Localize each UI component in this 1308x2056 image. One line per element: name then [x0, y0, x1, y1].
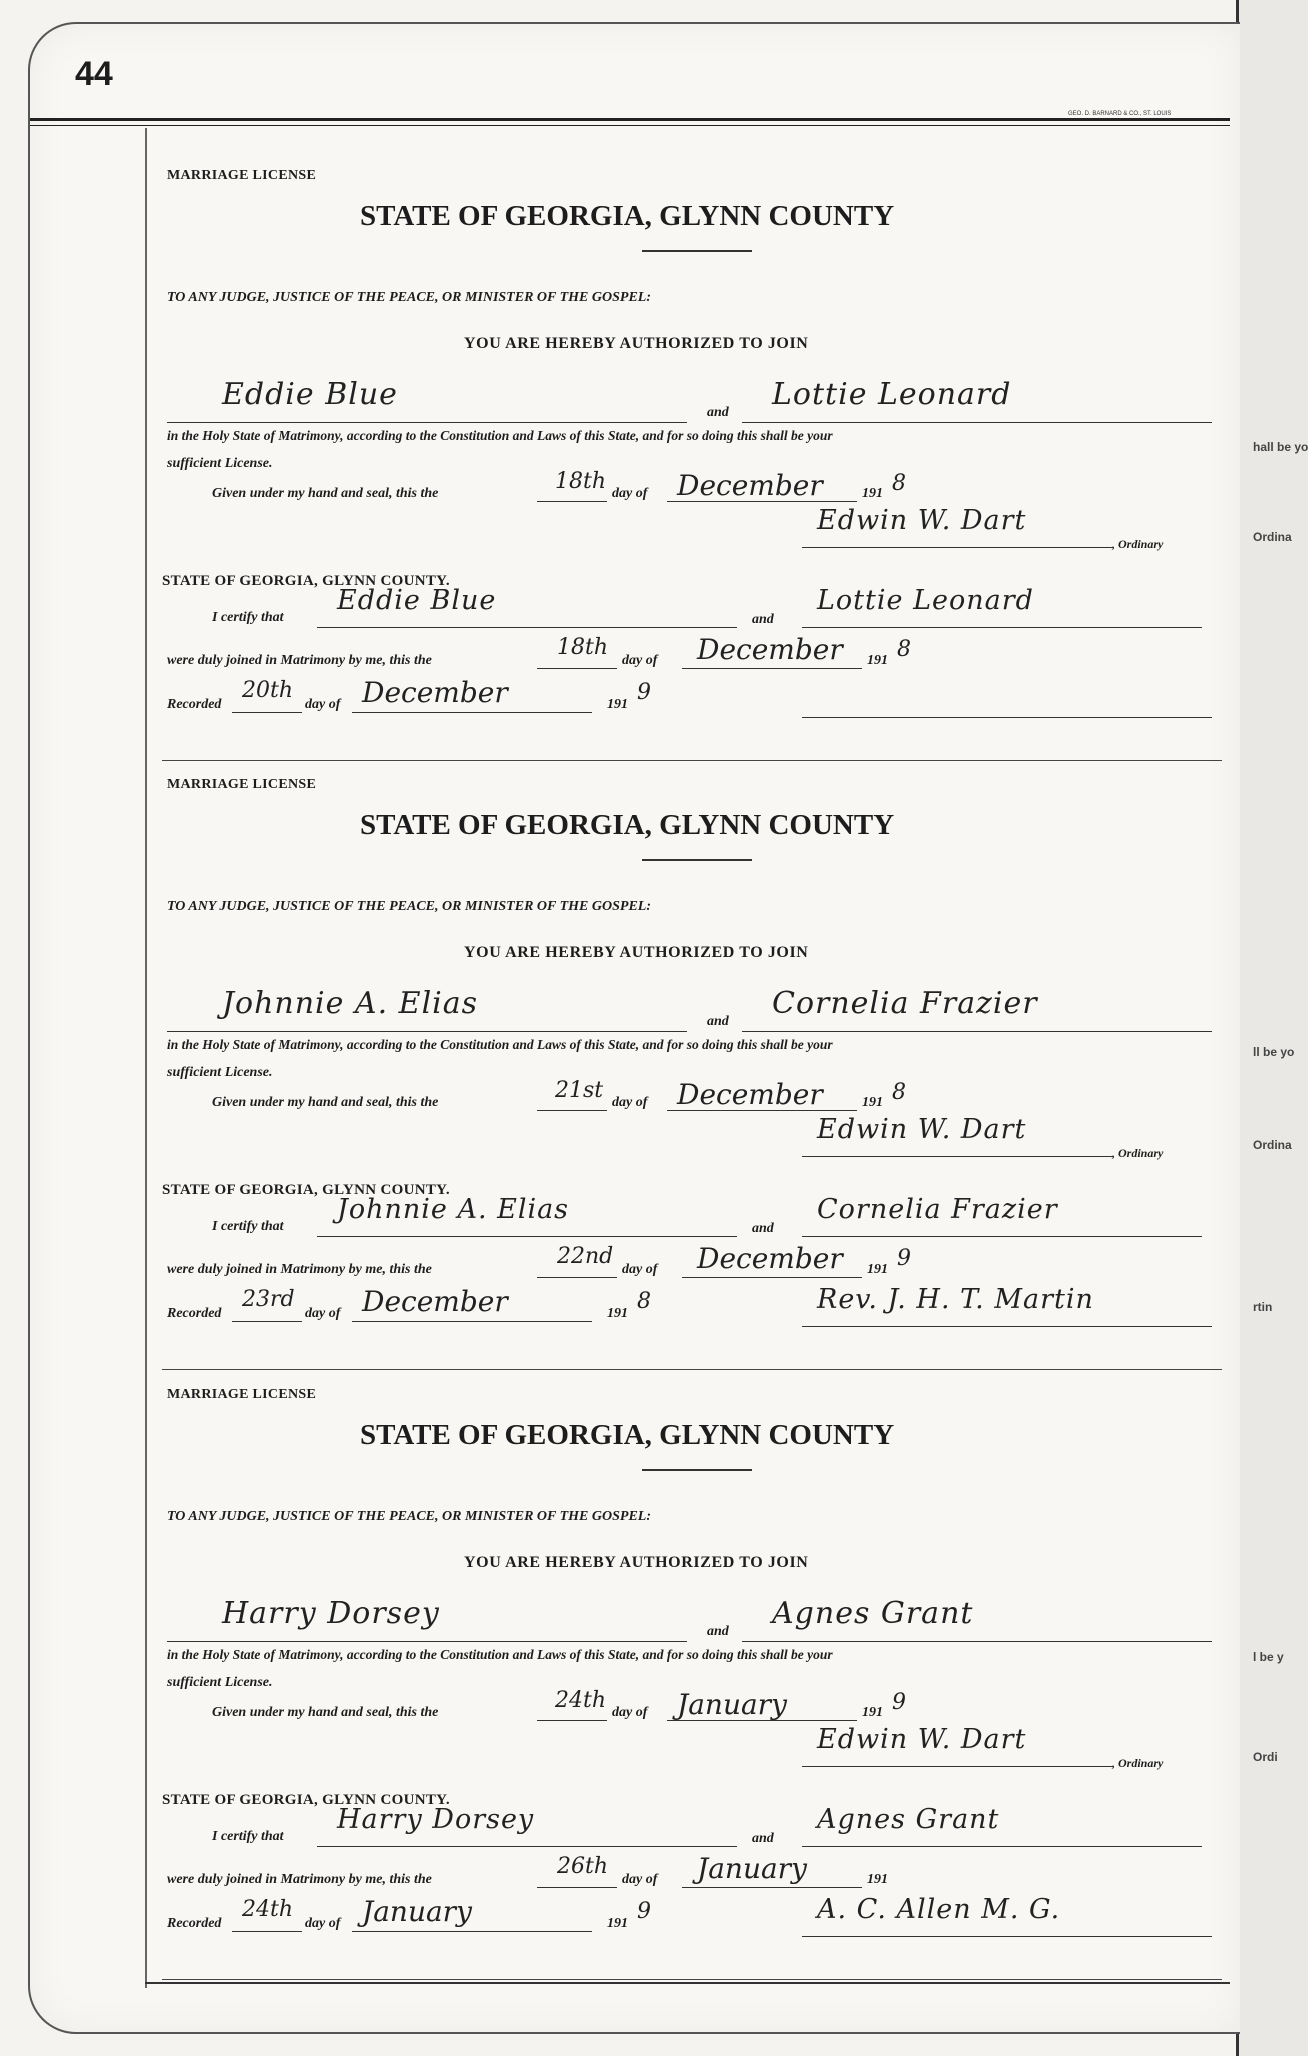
bride-underline — [742, 1641, 1212, 1642]
married-year-prefix: 191 — [867, 1872, 888, 1887]
license-year-digit: 9 — [892, 1690, 906, 1715]
sufficient-license: sufficient License. — [167, 1065, 273, 1080]
license-year-prefix: 191 — [862, 1705, 883, 1720]
groom-name: Johnnie A. Elias — [222, 986, 479, 1021]
bride-name: Cornelia Frazier — [772, 986, 1038, 1021]
adjacent-fragment: ll be yo — [1253, 1045, 1295, 1059]
groom-underline — [167, 1641, 687, 1642]
bride-name: Agnes Grant — [772, 1596, 974, 1631]
license-month: December — [677, 469, 823, 502]
bride-underline — [742, 422, 1212, 423]
recorded-month-underline — [352, 1931, 592, 1932]
day-of-label: day of — [612, 1705, 648, 1720]
married-day: 26th — [557, 1854, 609, 1879]
recorded-day-of: day of — [305, 697, 341, 712]
ordinary-underline — [802, 1766, 1112, 1767]
recorded-year-prefix: 191 — [607, 1306, 628, 1321]
recorded-year-prefix: 191 — [607, 1916, 628, 1931]
page-number: 44 — [75, 55, 113, 93]
title-rule — [642, 1469, 752, 1471]
adjacent-fragment: Ordina — [1253, 1138, 1292, 1152]
license-month: December — [677, 1078, 823, 1111]
officiant-underline — [802, 1326, 1212, 1327]
cert-groom-underline — [317, 627, 737, 628]
officiant-signature: A. C. Allen M. G. — [817, 1894, 1061, 1925]
record-separator — [162, 1979, 1222, 1980]
license-heading: MARRIAGE LICENSE — [167, 1387, 317, 1402]
license-day-underline — [537, 501, 607, 502]
married-day: 18th — [557, 635, 609, 660]
officiant-signature: Rev. J. H. T. Martin — [817, 1284, 1094, 1315]
authorization-line: YOU ARE HEREBY AUTHORIZED TO JOIN — [464, 1554, 809, 1571]
and-label: and — [707, 1014, 729, 1029]
and-label: and — [707, 1624, 729, 1639]
title-rule — [642, 250, 752, 252]
license-year-digit: 8 — [892, 471, 906, 496]
cert-bride-name: Agnes Grant — [817, 1804, 1000, 1835]
record-separator — [162, 760, 1222, 761]
cert-bride-name: Cornelia Frazier — [817, 1194, 1058, 1225]
holy-state-line: in the Holy State of Matrimony, according to the Constitution and Laws of this State, and for so doing this shall be your — [167, 1647, 833, 1662]
recorded-month-underline — [352, 1321, 592, 1322]
cert-bride-name: Lottie Leonard — [817, 585, 1034, 616]
license-month: January — [677, 1688, 787, 1721]
joined-label: were duly joined in Matrimony by me, this the — [167, 1872, 432, 1887]
day-of-label: day of — [612, 486, 648, 501]
license-day: 21st — [555, 1078, 604, 1103]
ordinary-underline — [802, 547, 1112, 548]
title-rule — [642, 859, 752, 861]
printer-mark: GEO. D. BARNARD & CO., ST. LOUIS — [1068, 111, 1172, 117]
license-heading: MARRIAGE LICENSE — [167, 777, 317, 792]
married-year-digit: 9 — [897, 1246, 911, 1271]
married-year-digit: 8 — [897, 637, 911, 662]
recorded-year-digit: 9 — [637, 1899, 651, 1924]
married-day-of: day of — [622, 653, 658, 668]
given-under-hand: Given under my hand and seal, this the — [212, 1705, 439, 1720]
groom-name: Harry Dorsey — [222, 1596, 440, 1631]
cert-and-label: and — [752, 1831, 774, 1846]
cert-bride-underline — [802, 1236, 1202, 1237]
married-month: December — [697, 1242, 843, 1275]
recorded-day-of: day of — [305, 1306, 341, 1321]
sufficient-license: sufficient License. — [167, 1675, 273, 1690]
recorded-year-digit: 9 — [637, 680, 651, 705]
married-day: 22nd — [557, 1244, 614, 1269]
authorization-line: YOU ARE HEREBY AUTHORIZED TO JOIN — [464, 335, 809, 352]
adjacent-fragment: Ordi — [1253, 1750, 1278, 1764]
ordinary-label: , Ordinary — [1112, 1756, 1164, 1770]
married-year-prefix: 191 — [867, 653, 888, 668]
recorded-day-of: day of — [305, 1916, 341, 1931]
recorded-month-underline — [352, 712, 592, 713]
adjacent-fragment: hall be yo — [1253, 440, 1308, 454]
recorded-day: 24th — [242, 1897, 294, 1922]
married-month-underline — [682, 1277, 862, 1278]
recorded-day: 20th — [242, 678, 294, 703]
adjacent-fragment: rtin — [1253, 1300, 1273, 1314]
cert-groom-underline — [317, 1846, 737, 1847]
adjacent-page-strip — [1236, 0, 1308, 2056]
state-title: STATE OF GEORGIA, GLYNN COUNTY — [360, 1419, 895, 1451]
license-year-prefix: 191 — [862, 1095, 883, 1110]
recorded-year-digit: 8 — [637, 1289, 651, 1314]
cert-and-label: and — [752, 1221, 774, 1236]
married-month-underline — [682, 668, 862, 669]
cert-bride-underline — [802, 627, 1202, 628]
license-year-digit: 8 — [892, 1080, 906, 1105]
license-month-underline — [667, 1110, 857, 1111]
bride-underline — [742, 1031, 1212, 1032]
certify-label: I certify that — [212, 610, 284, 625]
married-month: December — [697, 633, 843, 666]
certify-label: I certify that — [212, 1219, 284, 1234]
cert-bride-underline — [802, 1846, 1202, 1847]
married-day-underline — [537, 1887, 617, 1888]
ordinary-signature: Edwin W. Dart — [817, 505, 1027, 536]
cert-groom-name: Harry Dorsey — [337, 1804, 535, 1835]
married-year-prefix: 191 — [867, 1262, 888, 1277]
groom-underline — [167, 1031, 687, 1032]
recorded-month: January — [362, 1895, 472, 1928]
recorded-day: 23rd — [242, 1287, 295, 1312]
certificate-heading: STATE OF GEORGIA, GLYNN COUNTY. — [162, 1182, 450, 1198]
recorded-day-underline — [232, 1321, 302, 1322]
ordinary-signature: Edwin W. Dart — [817, 1724, 1027, 1755]
header-rule — [30, 118, 1230, 121]
given-under-hand: Given under my hand and seal, this the — [212, 486, 439, 501]
cert-groom-name: Eddie Blue — [337, 585, 497, 616]
recorded-day-underline — [232, 712, 302, 713]
cert-and-label: and — [752, 612, 774, 627]
groom-underline — [167, 422, 687, 423]
joined-label: were duly joined in Matrimony by me, this the — [167, 1262, 432, 1277]
license-day-underline — [537, 1110, 607, 1111]
certificate-heading: STATE OF GEORGIA, GLYNN COUNTY. — [162, 1792, 450, 1808]
license-day: 24th — [555, 1688, 607, 1713]
address-line: TO ANY JUDGE, JUSTICE OF THE PEACE, OR MINISTER OF THE GOSPEL: — [167, 899, 651, 914]
ordinary-label: , Ordinary — [1112, 537, 1164, 551]
recorded-label: Recorded — [167, 1916, 222, 1931]
address-line: TO ANY JUDGE, JUSTICE OF THE PEACE, OR MINISTER OF THE GOSPEL: — [167, 290, 651, 305]
sufficient-license: sufficient License. — [167, 456, 273, 471]
margin-line — [145, 128, 147, 1988]
recorded-day-underline — [232, 1931, 302, 1932]
adjacent-fragment: Ordina — [1253, 530, 1292, 544]
state-title: STATE OF GEORGIA, GLYNN COUNTY — [360, 200, 895, 232]
license-month-underline — [667, 501, 857, 502]
license-day-underline — [537, 1720, 607, 1721]
groom-name: Eddie Blue — [222, 377, 398, 412]
authorization-line: YOU ARE HEREBY AUTHORIZED TO JOIN — [464, 944, 809, 961]
recorded-month: December — [362, 676, 508, 709]
day-of-label: day of — [612, 1095, 648, 1110]
license-month-underline — [667, 1720, 857, 1721]
holy-state-line: in the Holy State of Matrimony, according to the Constitution and Laws of this State, and for so doing this shall be your — [167, 1037, 833, 1052]
given-under-hand: Given under my hand and seal, this the — [212, 1095, 439, 1110]
ledger-page — [28, 22, 1240, 2034]
married-day-of: day of — [622, 1262, 658, 1277]
certify-label: I certify that — [212, 1829, 284, 1844]
recorded-label: Recorded — [167, 1306, 222, 1321]
cert-groom-name: Johnnie A. Elias — [337, 1194, 570, 1225]
recorded-year-prefix: 191 — [607, 697, 628, 712]
married-month: January — [697, 1852, 807, 1885]
ordinary-underline — [802, 1156, 1112, 1157]
license-heading: MARRIAGE LICENSE — [167, 168, 317, 183]
and-label: and — [707, 405, 729, 420]
record-separator — [162, 1369, 1222, 1370]
ordinary-signature: Edwin W. Dart — [817, 1114, 1027, 1145]
bottom-rule — [145, 1982, 1230, 1984]
certificate-heading: STATE OF GEORGIA, GLYNN COUNTY. — [162, 573, 450, 589]
married-month-underline — [682, 1887, 862, 1888]
ordinary-label: , Ordinary — [1112, 1146, 1164, 1160]
recorded-month: December — [362, 1285, 508, 1318]
license-year-prefix: 191 — [862, 486, 883, 501]
cert-groom-underline — [317, 1236, 737, 1237]
married-day-underline — [537, 1277, 617, 1278]
joined-label: were duly joined in Matrimony by me, this the — [167, 653, 432, 668]
adjacent-fragment: l be y — [1253, 1650, 1284, 1664]
holy-state-line: in the Holy State of Matrimony, according to the Constitution and Laws of this State, and for so doing this shall be your — [167, 428, 833, 443]
married-day-of: day of — [622, 1872, 658, 1887]
address-line: TO ANY JUDGE, JUSTICE OF THE PEACE, OR MINISTER OF THE GOSPEL: — [167, 1509, 651, 1524]
officiant-underline — [802, 717, 1212, 718]
license-day: 18th — [555, 469, 607, 494]
married-day-underline — [537, 668, 617, 669]
state-title: STATE OF GEORGIA, GLYNN COUNTY — [360, 809, 895, 841]
recorded-label: Recorded — [167, 697, 222, 712]
header-rule-thin — [30, 125, 1230, 126]
bride-name: Lottie Leonard — [772, 377, 1012, 412]
officiant-underline — [802, 1936, 1212, 1937]
